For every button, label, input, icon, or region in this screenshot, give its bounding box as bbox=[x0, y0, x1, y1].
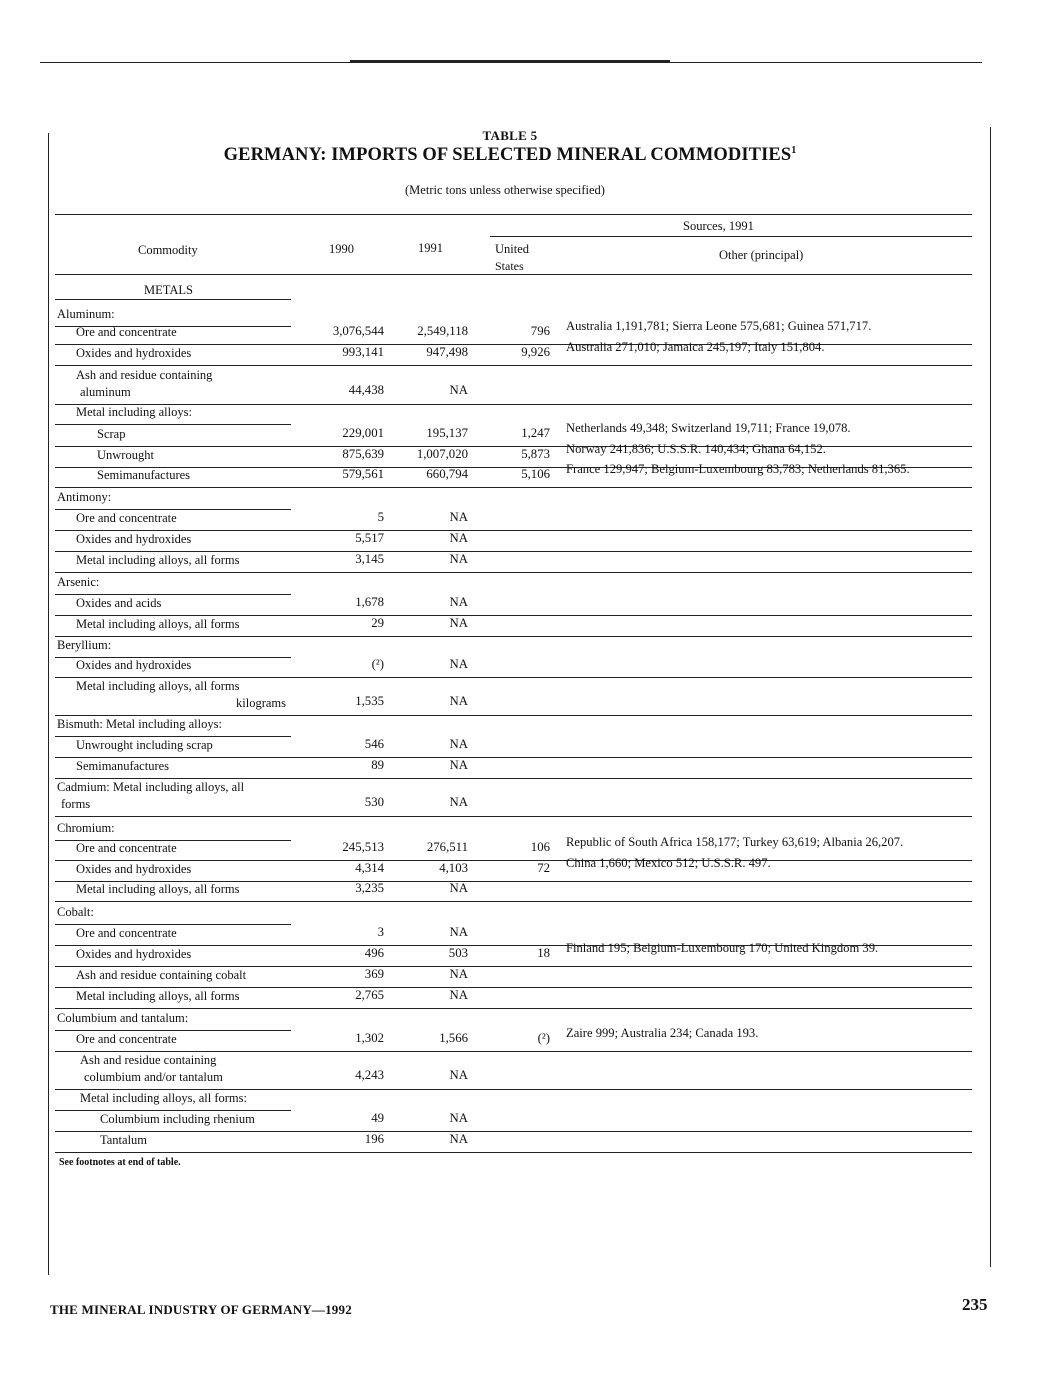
row-label-continued: kilograms bbox=[236, 696, 286, 710]
value-1990: 530 bbox=[364, 795, 384, 809]
left-margin-rule bbox=[48, 133, 49, 1275]
row-rule bbox=[55, 487, 972, 488]
value-1991: NA bbox=[449, 1132, 468, 1146]
value-other-sources: Australia 1,191,781; Sierra Leone 575,681; Guinea 571,717. bbox=[566, 319, 872, 333]
value-1990: 369 bbox=[364, 967, 384, 981]
row-rule bbox=[55, 1030, 291, 1031]
value-1991: NA bbox=[449, 925, 468, 939]
row-label: Ore and concentrate bbox=[76, 1032, 177, 1046]
row-rule bbox=[55, 1051, 972, 1052]
row-label: Ore and concentrate bbox=[76, 511, 177, 525]
row-label: Semimanufactures bbox=[76, 759, 170, 773]
row-label: Antimony: bbox=[57, 490, 112, 504]
sources-rule bbox=[490, 236, 972, 237]
row-rule bbox=[55, 404, 972, 405]
table-title-text: GERMANY: IMPORTS OF SELECTED MINERAL COMMODITIES bbox=[223, 145, 792, 166]
row-label: Scrap bbox=[97, 427, 126, 441]
row-label: Bismuth: Metal including alloys: bbox=[57, 717, 222, 731]
value-1991: NA bbox=[449, 737, 468, 751]
row-rule bbox=[55, 924, 291, 925]
value-1990: 3,145 bbox=[355, 552, 384, 566]
row-rule bbox=[55, 509, 291, 510]
row-label: Aluminum: bbox=[57, 307, 115, 321]
value-1991: NA bbox=[449, 758, 468, 772]
row-label: Ash and residue containing cobalt bbox=[76, 968, 247, 982]
title-footnote-marker: 1 bbox=[791, 145, 797, 156]
row-label: Cadmium: Metal including alloys, all bbox=[57, 780, 245, 794]
row-label: Columbium including rhenium bbox=[100, 1112, 255, 1126]
row-label: Unwrought including scrap bbox=[76, 738, 213, 752]
row-label-continued: forms bbox=[61, 797, 91, 811]
row-rule bbox=[55, 530, 972, 531]
value-1990: 229,001 bbox=[342, 426, 384, 440]
row-rule bbox=[55, 715, 972, 716]
value-1990: 1,302 bbox=[355, 1031, 384, 1045]
column-header-commodity: Commodity bbox=[138, 243, 198, 257]
row-label: Arsenic: bbox=[57, 575, 100, 589]
row-rule bbox=[55, 1089, 972, 1090]
value-1990: 3,076,544 bbox=[332, 324, 384, 338]
value-1991: 276,511 bbox=[426, 840, 468, 854]
value-1990: 196 bbox=[364, 1132, 384, 1146]
value-1991: NA bbox=[449, 595, 468, 609]
value-1991: NA bbox=[449, 967, 468, 981]
value-1990: 579,561 bbox=[342, 467, 384, 481]
row-label: Oxides and hydroxides bbox=[76, 947, 192, 961]
value-other-sources: Finland 195; Belgium-Luxembourg 170; United Kingdom 39. bbox=[566, 941, 879, 955]
value-1991: 4,103 bbox=[439, 861, 468, 875]
row-label: Chromium: bbox=[57, 821, 115, 835]
row-label: Metal including alloys, all forms bbox=[76, 679, 240, 693]
row-label: Oxides and hydroxides bbox=[76, 658, 192, 672]
column-header-other: Other (principal) bbox=[719, 248, 804, 262]
row-rule bbox=[55, 615, 972, 616]
column-header-us-line2: States bbox=[495, 259, 524, 273]
row-rule bbox=[55, 1152, 972, 1153]
value-1990: 89 bbox=[371, 758, 384, 772]
value-united-states: 72 bbox=[537, 861, 550, 875]
row-rule bbox=[55, 816, 972, 817]
value-united-states: (²) bbox=[537, 1031, 550, 1045]
row-label: Ash and residue containing bbox=[80, 1053, 217, 1067]
row-label: Oxides and hydroxides bbox=[76, 532, 192, 546]
value-1991: 947,498 bbox=[426, 345, 468, 359]
value-1990: 3,235 bbox=[355, 881, 384, 895]
row-rule bbox=[55, 987, 972, 988]
header-rule-top bbox=[55, 214, 972, 215]
value-1991: NA bbox=[449, 383, 468, 397]
row-label: Oxides and hydroxides bbox=[76, 862, 192, 876]
row-rule bbox=[55, 1131, 972, 1132]
value-1991: NA bbox=[449, 694, 468, 708]
row-rule bbox=[55, 636, 972, 637]
value-1991: NA bbox=[449, 1111, 468, 1125]
page-number: 235 bbox=[962, 1295, 988, 1314]
value-1991: 1,007,020 bbox=[416, 447, 468, 461]
value-1990: 5 bbox=[377, 510, 384, 524]
row-label: Cobalt: bbox=[57, 905, 94, 919]
row-label: Metal including alloys, all forms: bbox=[80, 1091, 247, 1105]
value-1991: 2,549,118 bbox=[417, 324, 468, 338]
value-1990: 875,639 bbox=[342, 447, 384, 461]
row-label-continued: columbium and/or tantalum bbox=[84, 1070, 223, 1084]
value-united-states: 106 bbox=[530, 840, 550, 854]
value-united-states: 796 bbox=[530, 324, 550, 338]
header-rule-bottom bbox=[55, 274, 972, 275]
value-1990: 44,438 bbox=[348, 383, 384, 397]
row-label: Metal including alloys, all forms bbox=[76, 553, 240, 567]
row-rule bbox=[55, 778, 972, 779]
row-label: Columbium and tantalum: bbox=[57, 1011, 189, 1025]
row-label-continued: aluminum bbox=[80, 385, 131, 399]
value-1991: NA bbox=[449, 1068, 468, 1082]
column-header-us-line1: United bbox=[495, 242, 530, 256]
row-label: Ore and concentrate bbox=[76, 926, 177, 940]
value-1991: NA bbox=[449, 988, 468, 1002]
section-rule bbox=[55, 299, 291, 300]
right-margin-rule bbox=[990, 127, 991, 1267]
row-rule bbox=[55, 966, 972, 967]
row-rule bbox=[55, 424, 291, 425]
column-header-1990: 1990 bbox=[329, 242, 354, 256]
row-label: Metal including alloys, all forms bbox=[76, 989, 240, 1003]
section-heading-metals: METALS bbox=[144, 283, 193, 297]
row-label: Metal including alloys, all forms bbox=[76, 882, 240, 896]
value-united-states: 18 bbox=[537, 946, 550, 960]
value-united-states: 5,873 bbox=[521, 447, 550, 461]
value-other-sources: Netherlands 49,348; Switzerland 19,711; France 19,078. bbox=[566, 421, 851, 435]
value-other-sources: China 1,660; Mexico 512; U.S.S.R. 497. bbox=[566, 856, 771, 870]
row-label: Ore and concentrate bbox=[76, 325, 177, 339]
row-label: Tantalum bbox=[100, 1133, 148, 1147]
row-rule bbox=[55, 736, 291, 737]
value-1991: NA bbox=[449, 531, 468, 545]
row-rule bbox=[55, 757, 972, 758]
row-label: Metal including alloys, all forms bbox=[76, 617, 240, 631]
value-other-sources: France 129,947; Belgium-Luxembourg 83,783; Netherlands 81,365. bbox=[566, 462, 910, 476]
value-1991: 1,566 bbox=[439, 1031, 468, 1045]
value-1990: 3 bbox=[377, 925, 384, 939]
row-label: Unwrought bbox=[97, 448, 154, 462]
value-1990: 4,314 bbox=[355, 861, 384, 875]
running-title: THE MINERAL INDUSTRY OF GERMANY—1992 bbox=[50, 1302, 352, 1317]
top-rule bbox=[40, 62, 982, 63]
value-united-states: 9,926 bbox=[521, 345, 550, 359]
value-1991: 503 bbox=[448, 946, 468, 960]
value-united-states: 1,247 bbox=[521, 426, 550, 440]
value-1990: (²) bbox=[371, 657, 384, 671]
value-1990: 993,141 bbox=[342, 345, 384, 359]
row-rule bbox=[55, 551, 972, 552]
row-rule bbox=[55, 901, 972, 902]
value-1990: 546 bbox=[364, 737, 384, 751]
row-label: Metal including alloys: bbox=[76, 405, 192, 419]
value-1991: NA bbox=[449, 795, 468, 809]
table-subtitle: (Metric tons unless otherwise specified) bbox=[405, 183, 605, 197]
value-1990: 496 bbox=[364, 946, 384, 960]
value-other-sources: Republic of South Africa 158,177; Turkey 63,619; Albania 26,207. bbox=[566, 835, 904, 849]
value-united-states: 5,106 bbox=[521, 467, 550, 481]
value-other-sources: Norway 241,836; U.S.S.R. 140,434; Ghana 64,152. bbox=[566, 442, 826, 456]
value-1991: NA bbox=[449, 881, 468, 895]
value-1990: 245,513 bbox=[342, 840, 384, 854]
column-header-sources: Sources, 1991 bbox=[683, 219, 754, 233]
row-rule bbox=[55, 1110, 291, 1111]
value-1990: 4,243 bbox=[355, 1068, 384, 1082]
value-1991: NA bbox=[449, 510, 468, 524]
row-label: Ore and concentrate bbox=[76, 841, 177, 855]
value-1991: 660,794 bbox=[426, 467, 468, 481]
value-1991: NA bbox=[449, 657, 468, 671]
table-title bbox=[0, 145, 1020, 166]
value-1991: NA bbox=[449, 616, 468, 630]
value-1990: 2,765 bbox=[355, 988, 384, 1002]
row-rule bbox=[55, 1008, 972, 1009]
row-label: Oxides and acids bbox=[76, 596, 162, 610]
row-rule bbox=[55, 365, 972, 366]
value-1990: 1,535 bbox=[355, 694, 384, 708]
row-label: Semimanufactures bbox=[97, 468, 191, 482]
value-other-sources: Zaire 999; Australia 234; Canada 193. bbox=[566, 1026, 759, 1040]
row-label: Oxides and hydroxides bbox=[76, 346, 192, 360]
row-label: Ash and residue containing bbox=[76, 368, 213, 382]
row-label: Beryllium: bbox=[57, 638, 112, 652]
value-1991: NA bbox=[449, 552, 468, 566]
row-rule bbox=[55, 572, 972, 573]
value-1991: 195,137 bbox=[426, 426, 468, 440]
column-header-1991: 1991 bbox=[418, 241, 443, 255]
value-1990: 49 bbox=[371, 1111, 384, 1125]
row-rule bbox=[55, 677, 972, 678]
footnote-text: See footnotes at end of table. bbox=[59, 1157, 181, 1168]
value-1990: 1,678 bbox=[355, 595, 384, 609]
table-number: TABLE 5 bbox=[482, 128, 538, 143]
value-other-sources: Australia 271,010; Jamaica 245,197; Italy 151,804. bbox=[566, 340, 825, 354]
value-1990: 29 bbox=[371, 616, 384, 630]
value-1990: 5,517 bbox=[355, 531, 384, 545]
row-rule bbox=[55, 594, 291, 595]
